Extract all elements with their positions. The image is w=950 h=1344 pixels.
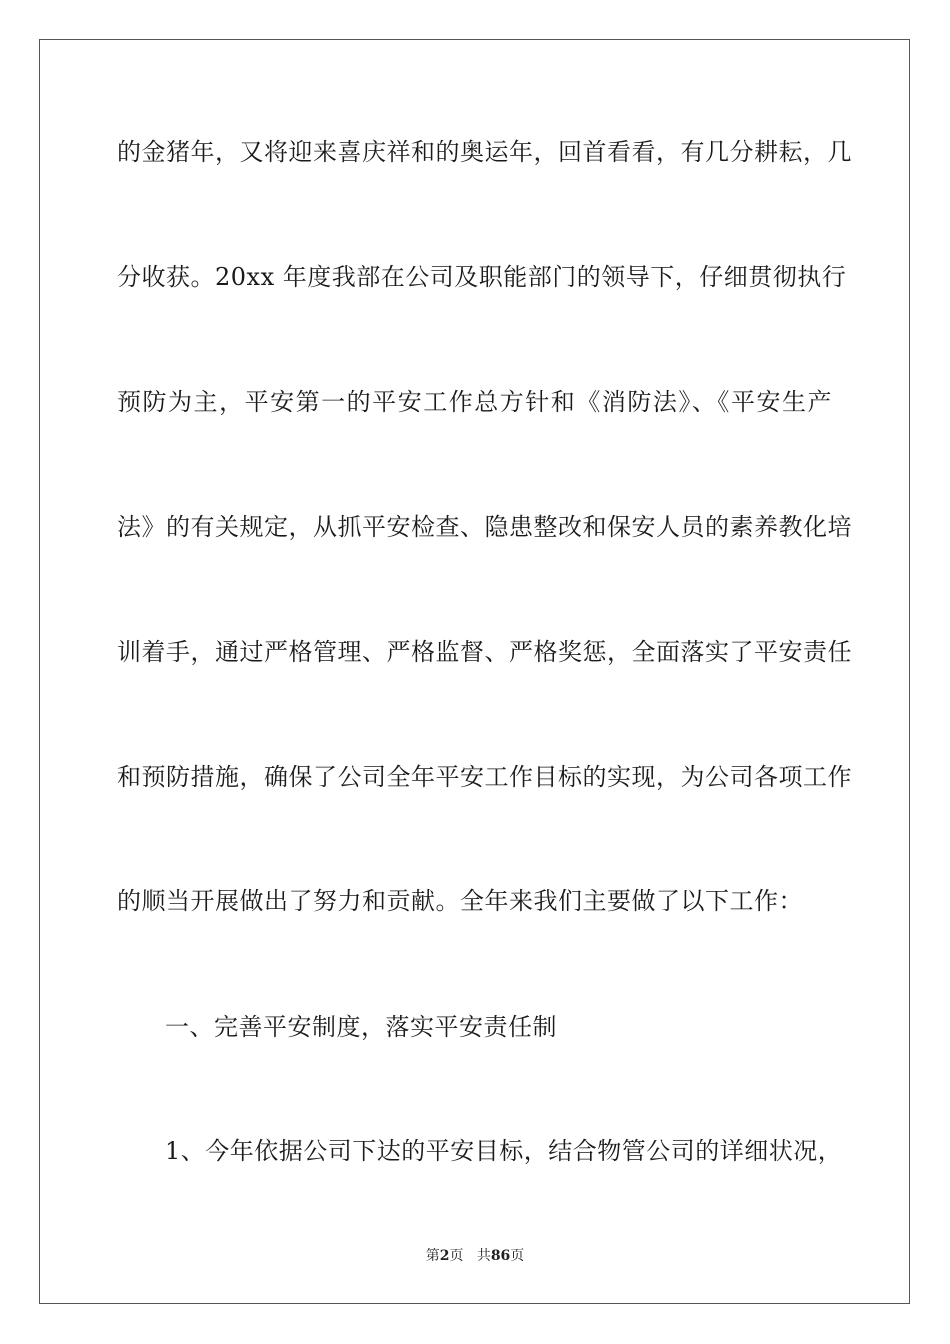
page-prefix: 第 <box>425 1248 440 1264</box>
page-suffix: 页 <box>449 1248 464 1264</box>
body-text-line: 的金猪年，又将迎来喜庆祥和的奥运年，回首看看，有几分耕耘，几 <box>117 138 852 166</box>
body-text-line: 预防为主，平安第一的平安工作总方针和《消防法》、《平安生产 <box>117 388 832 416</box>
body-text-line: 法》的有关规定，从抓平安检查、隐患整改和保安人员的素养教化培 <box>117 513 852 541</box>
page-border <box>39 39 910 1304</box>
total-pages: 86 <box>490 1248 511 1264</box>
body-text-line: 的顺当开展做出了努力和贡献。全年来我们主要做了以下工作： <box>117 887 803 915</box>
section-heading: 一、完善平安制度，落实平安责任制 <box>165 1013 557 1041</box>
page-footer <box>0 1247 950 1265</box>
body-text-line: 分收获。20xx 年度我部在公司及职能部门的领导下，仔细贯彻执行 <box>117 263 847 291</box>
body-text-line: 和预防措施，确保了公司全年平安工作目标的实现，为公司各项工作 <box>117 763 852 791</box>
total-suffix: 页 <box>510 1248 525 1264</box>
total-prefix: 共 <box>476 1248 491 1264</box>
body-text-line: 训着手，通过严格管理、严格监督、严格奖惩，全面落实了平安责任 <box>117 638 852 666</box>
page-number: 2 <box>439 1248 450 1264</box>
list-item-text: 1、今年依据公司下达的平安目标，结合物管公司的详细状况， <box>165 1137 843 1165</box>
